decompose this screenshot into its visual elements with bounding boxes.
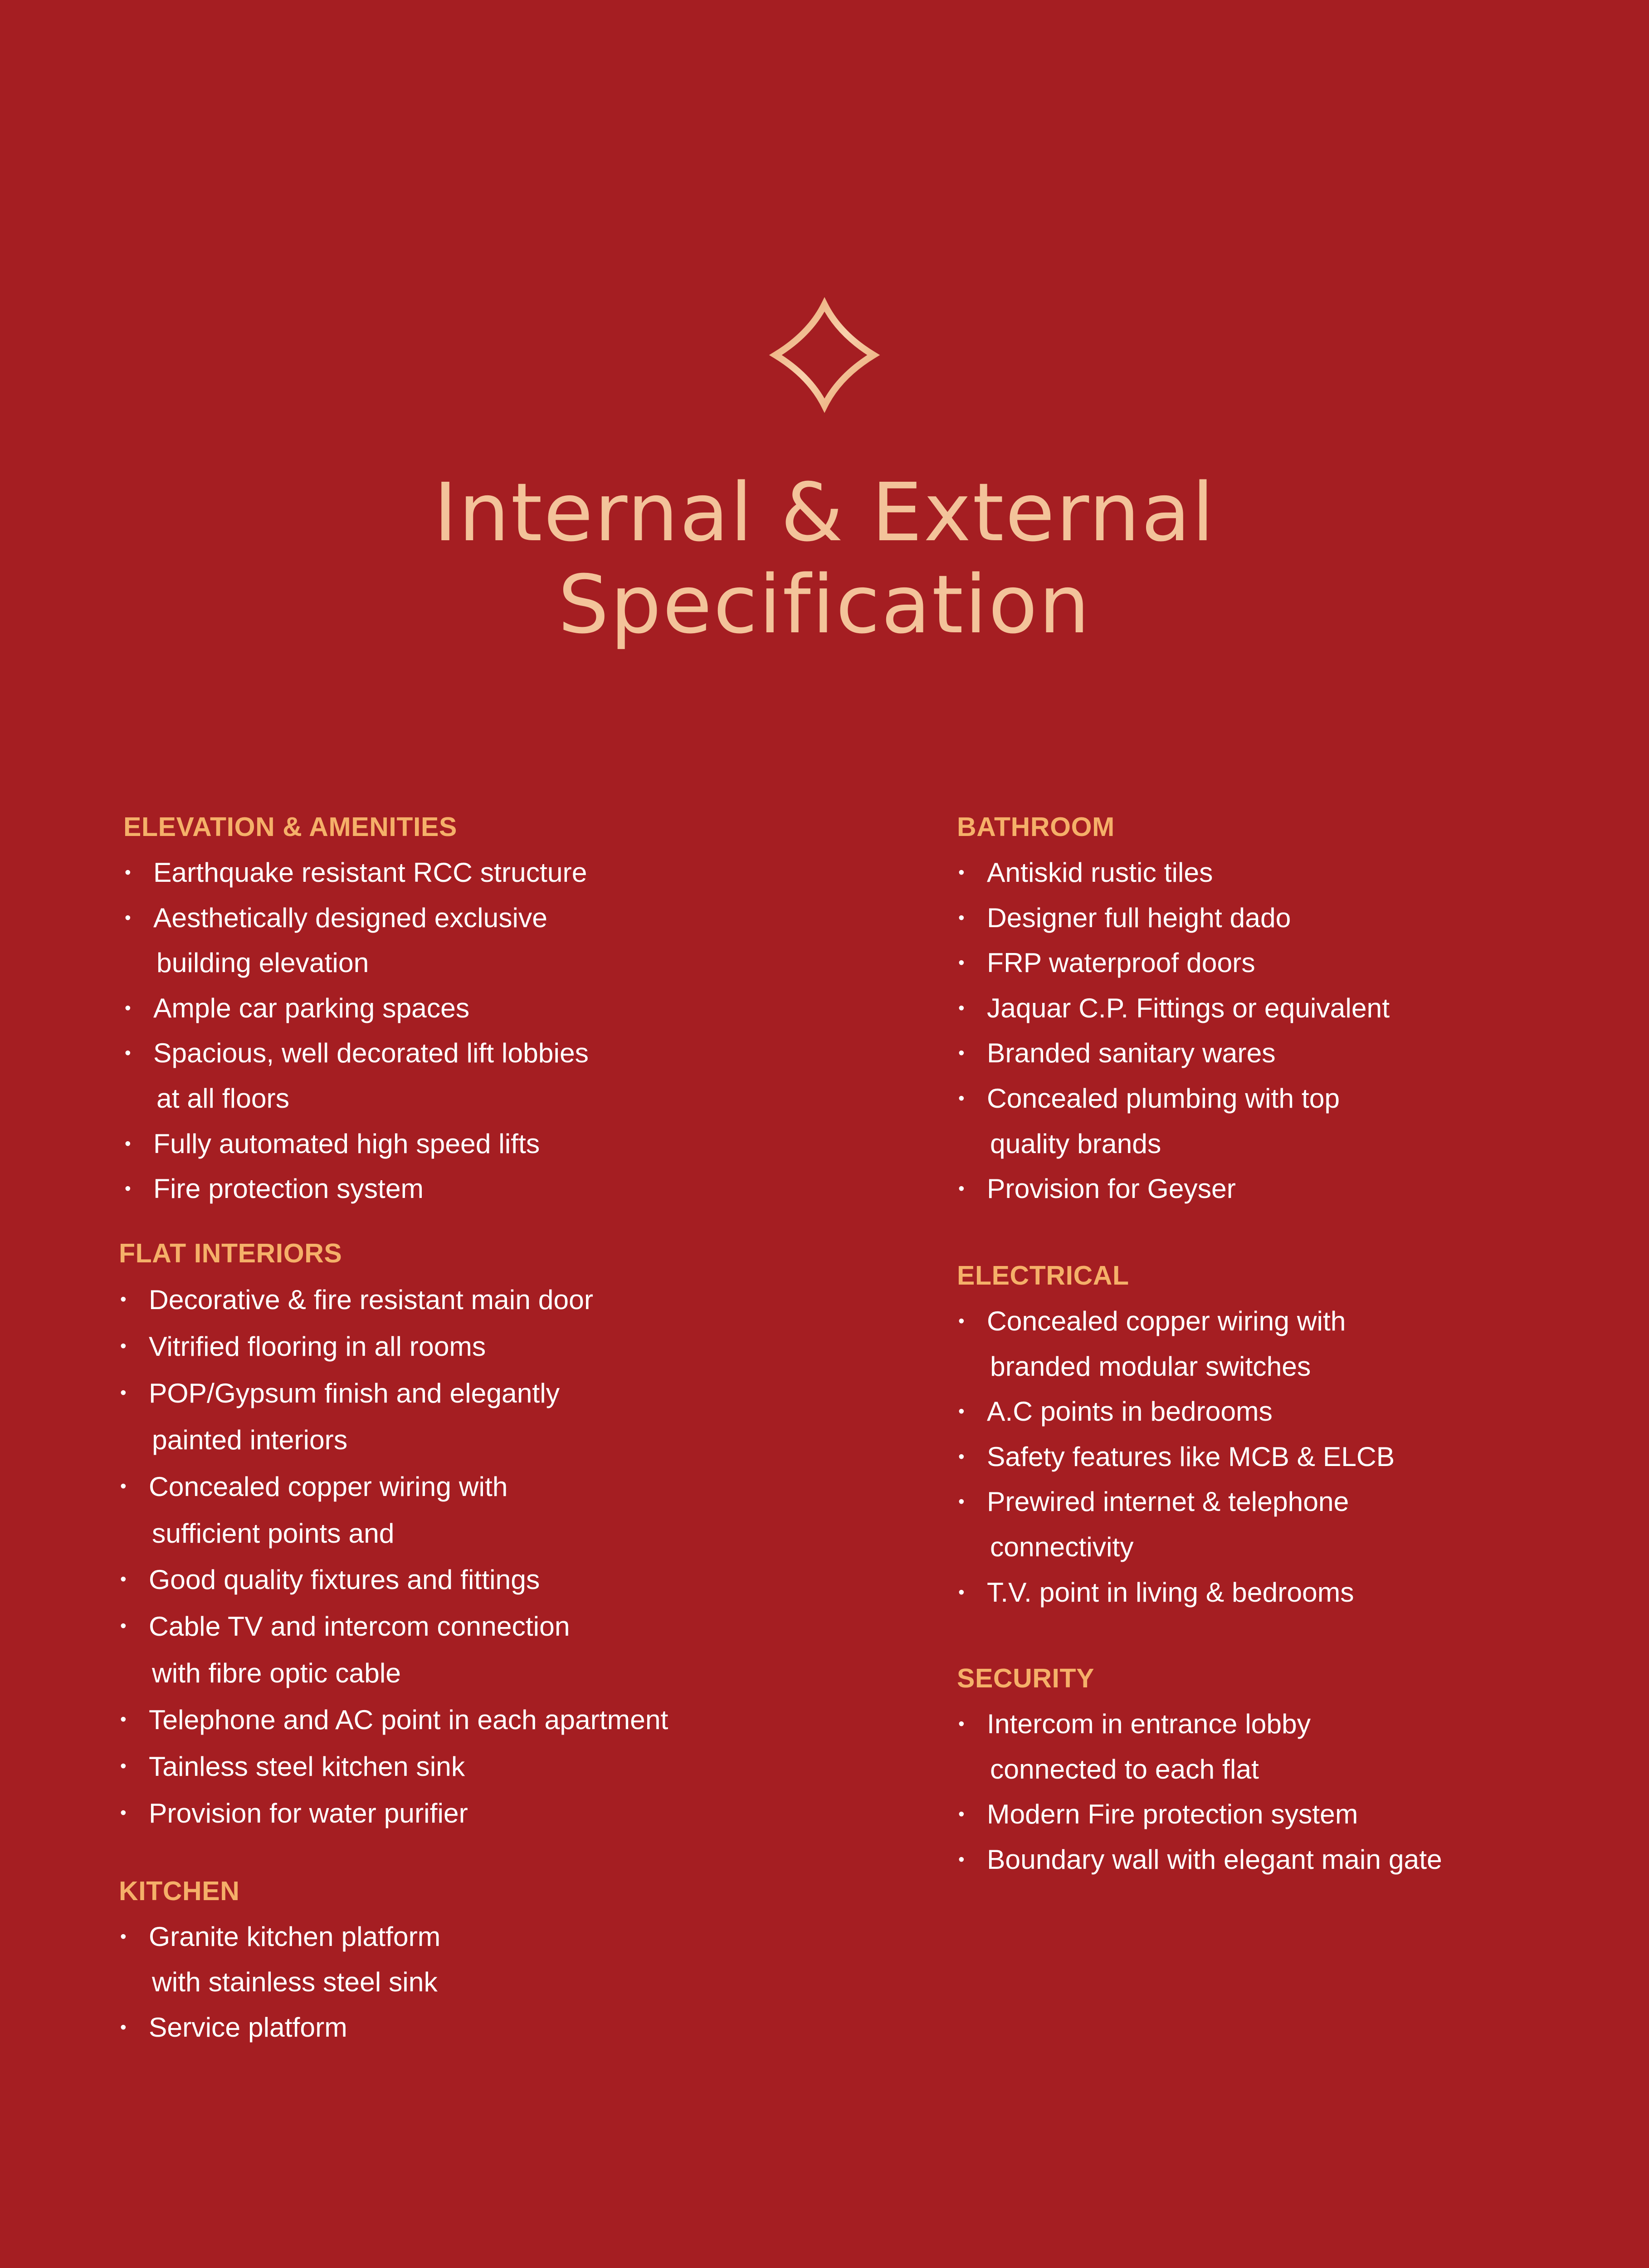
spec-list-item (123, 986, 589, 1031)
spec-list-item (957, 1792, 1442, 1837)
spec-item-text: connectivity (990, 1531, 1134, 1562)
spec-item-text: Decorative & fire resistant main door (149, 1284, 594, 1315)
bullet-icon: • (120, 1569, 127, 1589)
section-heading: SECURITY (957, 1663, 1095, 1693)
bullet-icon: • (958, 1849, 965, 1869)
spec-list-item (957, 986, 1390, 1031)
section-heading: BATHROOM (957, 812, 1115, 842)
spec-list-item (957, 895, 1390, 941)
spec-item-text: Tainless steel kitchen sink (149, 1751, 465, 1782)
spec-item-text: POP/Gypsum finish and elegantly (149, 1377, 560, 1408)
spec-list-item (957, 850, 1390, 895)
spec-item-text: building elevation (156, 947, 369, 978)
spec-list-item (957, 1570, 1395, 1615)
section-heading: ELECTRICAL (957, 1261, 1129, 1290)
spec-item-text: Ample car parking spaces (153, 992, 470, 1023)
spec-item-text: branded modular switches (990, 1350, 1311, 1382)
spec-item-text: Provision for Geyser (987, 1173, 1236, 1204)
spec-item-text: Granite kitchen platform (149, 1921, 441, 1952)
bullet-icon: • (120, 1336, 127, 1356)
spec-item-text: Vitrified flooring in all rooms (149, 1330, 486, 1362)
spec-list-item (123, 1166, 589, 1212)
bullet-icon: • (120, 1756, 127, 1776)
bullet-icon: • (958, 1582, 965, 1602)
spec-item-text: Boundary wall with elegant main gate (987, 1843, 1442, 1875)
bullet-icon: • (125, 863, 131, 882)
spec-item-text: Earthquake resistant RCC structure (153, 857, 587, 888)
bullet-icon: • (958, 863, 965, 882)
spec-list-item (957, 1479, 1395, 1569)
spec-item-text: Concealed plumbing with top (987, 1082, 1340, 1114)
spec-list-item (957, 1837, 1442, 1882)
spec-item-text: Intercom in entrance lobby (987, 1708, 1311, 1739)
spec-list-item (119, 1323, 668, 1370)
bullet-icon: • (125, 908, 131, 928)
section-electrical (957, 1252, 1395, 1615)
spec-item-text: Safety features like MCB & ELCB (987, 1441, 1395, 1472)
section-heading: KITCHEN (119, 1876, 240, 1906)
spec-item-text: Cable TV and intercom connection (149, 1611, 570, 1642)
spec-list-item (119, 1696, 668, 1743)
spec-item-text: Fire protection system (153, 1173, 424, 1204)
spec-item-text: connected to each flat (990, 1753, 1259, 1784)
bullet-icon: • (125, 1134, 131, 1154)
spec-item-text: Jaquar C.P. Fittings or equivalent (987, 992, 1390, 1023)
spec-item-text: A.C points in bedrooms (987, 1396, 1273, 1427)
spec-item-text: Service platform (149, 2011, 347, 2043)
spec-list-item (119, 2005, 440, 2050)
spec-item-text: T.V. point in living & bedrooms (987, 1576, 1354, 1608)
spec-list-item (957, 1434, 1395, 1480)
spec-item-text: Designer full height dado (987, 902, 1291, 933)
bullet-icon: • (958, 1492, 965, 1512)
spec-item-text: sufficient points and (152, 1517, 395, 1549)
bullet-icon: • (120, 1927, 127, 1946)
bullet-icon: • (120, 1383, 127, 1403)
bullet-icon: • (958, 1402, 965, 1422)
spec-list-item (957, 1031, 1390, 1076)
spec-item-text: with stainless steel sink (152, 1966, 438, 1997)
spec-list-item (119, 1743, 668, 1790)
bullet-icon: • (958, 953, 965, 973)
spec-item-text: Branded sanitary wares (987, 1037, 1276, 1069)
spec-item-text: FRP waterproof doors (987, 947, 1255, 978)
spec-item-text: Concealed copper wiring with (987, 1305, 1346, 1336)
bullet-icon: • (958, 998, 965, 1018)
spec-list-item (957, 1389, 1395, 1434)
spec-list-item (123, 895, 589, 986)
spec-item-text: Good quality fixtures and fittings (149, 1564, 540, 1595)
spec-list-item (119, 1556, 668, 1603)
bullet-icon: • (958, 1043, 965, 1063)
bullet-icon: • (125, 1179, 131, 1199)
spec-item-text: with fibre optic cable (152, 1657, 401, 1689)
spec-item-text: Telephone and AC point in each apartment (149, 1704, 668, 1735)
bullet-icon: • (125, 998, 131, 1018)
spec-list-item (957, 1076, 1390, 1166)
spec-item-text: Spacious, well decorated lift lobbies (153, 1037, 589, 1069)
spec-list-item (119, 1603, 668, 1696)
spec-list-item (957, 1166, 1390, 1212)
section-bathroom (957, 804, 1390, 1212)
spec-list-item (119, 1790, 668, 1837)
section-security (957, 1655, 1442, 1882)
spec-list-item (119, 1370, 668, 1463)
bullet-icon: • (120, 1803, 127, 1823)
spec-list-item (957, 1701, 1442, 1792)
spec-list-item (119, 1914, 440, 2005)
bullet-icon: • (958, 1088, 965, 1108)
spec-item-text: Prewired internet & telephone (987, 1486, 1349, 1517)
bullet-icon: • (120, 1710, 127, 1730)
page-title-line-1: Internal & External (433, 466, 1216, 559)
spec-item-text: at all floors (156, 1082, 289, 1114)
spec-list-item (123, 1031, 589, 1121)
bullet-icon: • (958, 1311, 965, 1331)
spec-item-text: Antiskid rustic tiles (987, 857, 1213, 888)
section-heading: ELEVATION & AMENITIES (123, 812, 457, 842)
spec-item-text: painted interiors (152, 1424, 348, 1455)
spec-item-text: Aesthetically designed exclusive (153, 902, 547, 933)
spec-item-text: Provision for water purifier (149, 1797, 468, 1828)
bullet-icon: • (125, 1043, 131, 1063)
spec-list-item (123, 850, 589, 895)
bullet-icon: • (958, 1447, 965, 1466)
section-flat-interiors (119, 1230, 668, 1837)
section-kitchen (119, 1868, 440, 2050)
page-title-line-2: Specification (558, 558, 1091, 651)
spec-item-text: Modern Fire protection system (987, 1799, 1358, 1830)
spec-list-item (119, 1463, 668, 1557)
spec-list-item (957, 1299, 1395, 1389)
spec-list-item (957, 940, 1390, 986)
spec-item-text: Concealed copper wiring with (149, 1471, 508, 1502)
bullet-icon: • (958, 908, 965, 928)
bullet-icon: • (120, 1476, 127, 1496)
bullet-icon: • (120, 1616, 127, 1636)
bullet-icon: • (120, 2017, 127, 2037)
bullet-icon: • (958, 1714, 965, 1734)
spec-list-item (123, 1121, 589, 1167)
spec-item-text: Fully automated high speed lifts (153, 1128, 540, 1159)
spec-list-item (119, 1276, 668, 1323)
pendant-diamond-icon (765, 0, 884, 416)
bullet-icon: • (120, 1290, 127, 1309)
bullet-icon: • (958, 1179, 965, 1199)
section-elevation-amenities (123, 804, 589, 1212)
section-heading: FLAT INTERIORS (119, 1238, 342, 1268)
spec-item-text: quality brands (990, 1128, 1161, 1159)
bullet-icon: • (958, 1804, 965, 1824)
